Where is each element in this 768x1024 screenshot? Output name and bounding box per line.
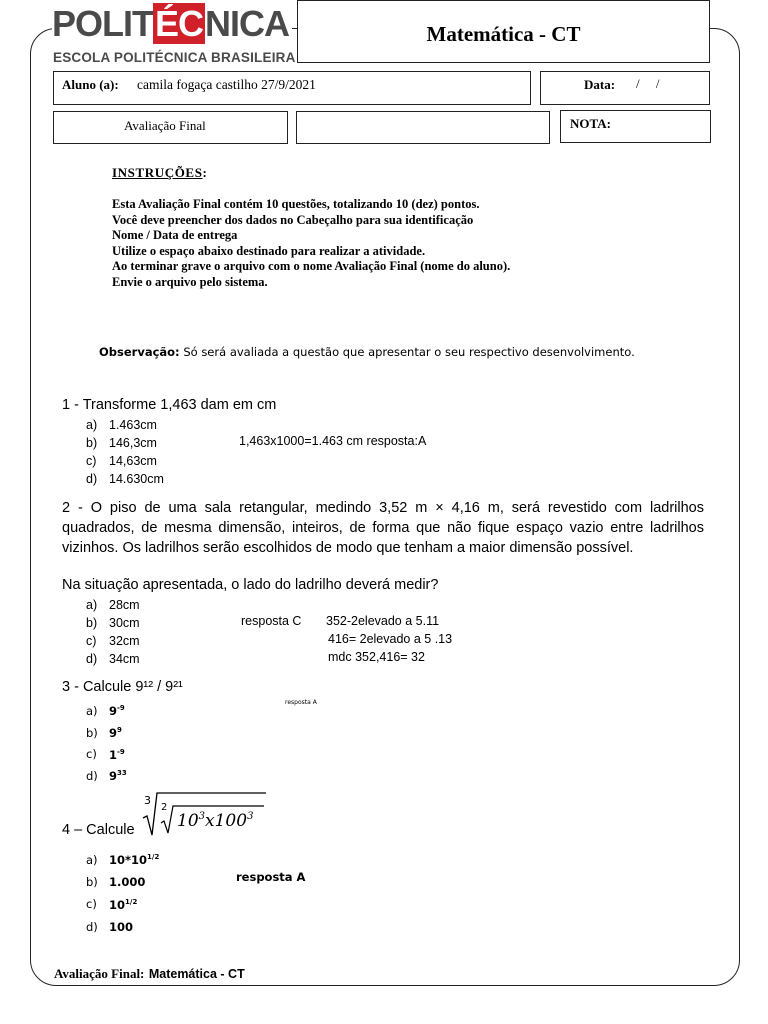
- blank-box[interactable]: [296, 111, 550, 144]
- instruction-line: Envie o arquivo pelo sistema.: [112, 274, 268, 289]
- question-2-text: 2 - O piso de uma sala retangular, medindo 3,52 m × 4,16 m, será revestido com ladrilhos quadrados, de mesma dimensão, inteiros, de forma que não fique espaço vazio entre ladrilhos vizinhos. Os ladrilhos serão escolhidos de modo que tenham a maior dimensão possível.: [62, 500, 704, 556]
- nota-box: [560, 110, 711, 143]
- instruction-line: Você deve preencher dos dados no Cabeçalho para sua identificação: [112, 212, 474, 227]
- instruction-line: Ao terminar grave o arquivo com o nome Avaliação Final (nome do aluno).: [112, 259, 511, 273]
- data-label: Data:: [584, 77, 616, 92]
- observacao-note: Observação: Só será avaliada a questão que apresentar o seu respectivo desenvolvimento.: [99, 345, 635, 359]
- data-field[interactable]: / /: [636, 76, 660, 91]
- question-3-options: [86, 699, 127, 786]
- option-item[interactable]: d) 14.630cm: [86, 472, 164, 486]
- question-2-work-line: 352-2elevado a 5.11: [326, 614, 440, 628]
- footer-label: Avaliação Final:: [54, 966, 145, 981]
- question-1-answer: 1,463x1000=1.463 cm resposta:A: [239, 434, 427, 448]
- question-4-text: 4 – Calcule: [62, 822, 135, 838]
- option-item[interactable]: c) $1^{-9}$: [86, 747, 125, 762]
- option-item[interactable]: b) 30cm: [86, 616, 140, 630]
- question-1-text: 1 - Transforme 1,463 dam em cm: [62, 397, 277, 413]
- politecnica-logo: [52, 3, 296, 66]
- question-2-work-line: 416= 2elevado a 5 .13: [328, 632, 453, 646]
- question-2-answer: resposta C: [241, 614, 302, 628]
- option-item[interactable]: b) $9^9$: [86, 725, 122, 740]
- outer-root-index: 3: [144, 794, 151, 807]
- avaliacao-box: [53, 111, 288, 144]
- option-item[interactable]: d) 100: [86, 919, 134, 934]
- option-item[interactable]: c) 14,63cm: [86, 454, 157, 468]
- question-1-options: [86, 416, 164, 488]
- question-2-options: [86, 596, 140, 668]
- option-item[interactable]: a) $9^{-9}$: [86, 703, 125, 718]
- option-item[interactable]: c) 32cm: [86, 634, 140, 648]
- instruction-line: Esta Avaliação Final contém 10 questões, totalizando 10 (dez) pontos.: [112, 197, 480, 211]
- option-item[interactable]: a) 28cm: [86, 598, 140, 612]
- question-2-work-line: mdc 352,416= 32: [328, 650, 425, 664]
- aluno-label: Aluno (a):: [62, 77, 119, 92]
- question-2-question: Na situação apresentada, o lado do ladrilho deverá medir?: [62, 577, 439, 593]
- option-item[interactable]: a) $10*10^{1/2}$: [86, 852, 160, 867]
- instruction-line: Utilize o espaço abaixo destinado para realizar a atividade.: [112, 243, 426, 258]
- option-item[interactable]: b) 1.000: [86, 875, 146, 890]
- aluno-box: [53, 71, 531, 105]
- instructions-heading: INSTRUÇÕES:: [112, 165, 207, 180]
- avaliacao-label: Avaliação Final: [124, 118, 206, 133]
- question-3-text: 3 - Calcule 9¹² / 9²¹: [62, 679, 183, 695]
- inner-root-index: 2: [161, 802, 168, 813]
- option-item[interactable]: d) $9^{33}$: [86, 769, 127, 784]
- nota-label: NOTA:: [570, 116, 611, 131]
- question-4-answer: resposta A: [236, 870, 306, 884]
- page-title: Matemática - CT: [426, 22, 581, 46]
- instruction-line: Nome / Data de entrega: [112, 228, 238, 242]
- option-item[interactable]: a) 1.463cm: [86, 418, 157, 432]
- instructions-list: [112, 197, 672, 290]
- nested-radical: [140, 790, 275, 840]
- footer-subject: Matemática - CT: [148, 967, 245, 981]
- option-item[interactable]: b) 146,3cm: [86, 436, 157, 450]
- question-4-options: [86, 848, 159, 937]
- footer: [54, 965, 245, 983]
- option-item[interactable]: c) $10^{1/2}$: [86, 897, 138, 912]
- logo-subtitle: ESCOLA POLITÉCNICA BRASILEIRA: [53, 50, 296, 65]
- logo-wordmark: POLITÉCNICA: [52, 3, 290, 44]
- aluno-field[interactable]: camila fogaça castilho 27/9/2021: [137, 77, 316, 92]
- data-box: [540, 71, 710, 105]
- title-box: [297, 0, 710, 63]
- radicand: $10^3x100^3$: [177, 811, 254, 831]
- option-item[interactable]: d) 34cm: [86, 652, 140, 666]
- question-3-answer: resposta A: [285, 699, 317, 706]
